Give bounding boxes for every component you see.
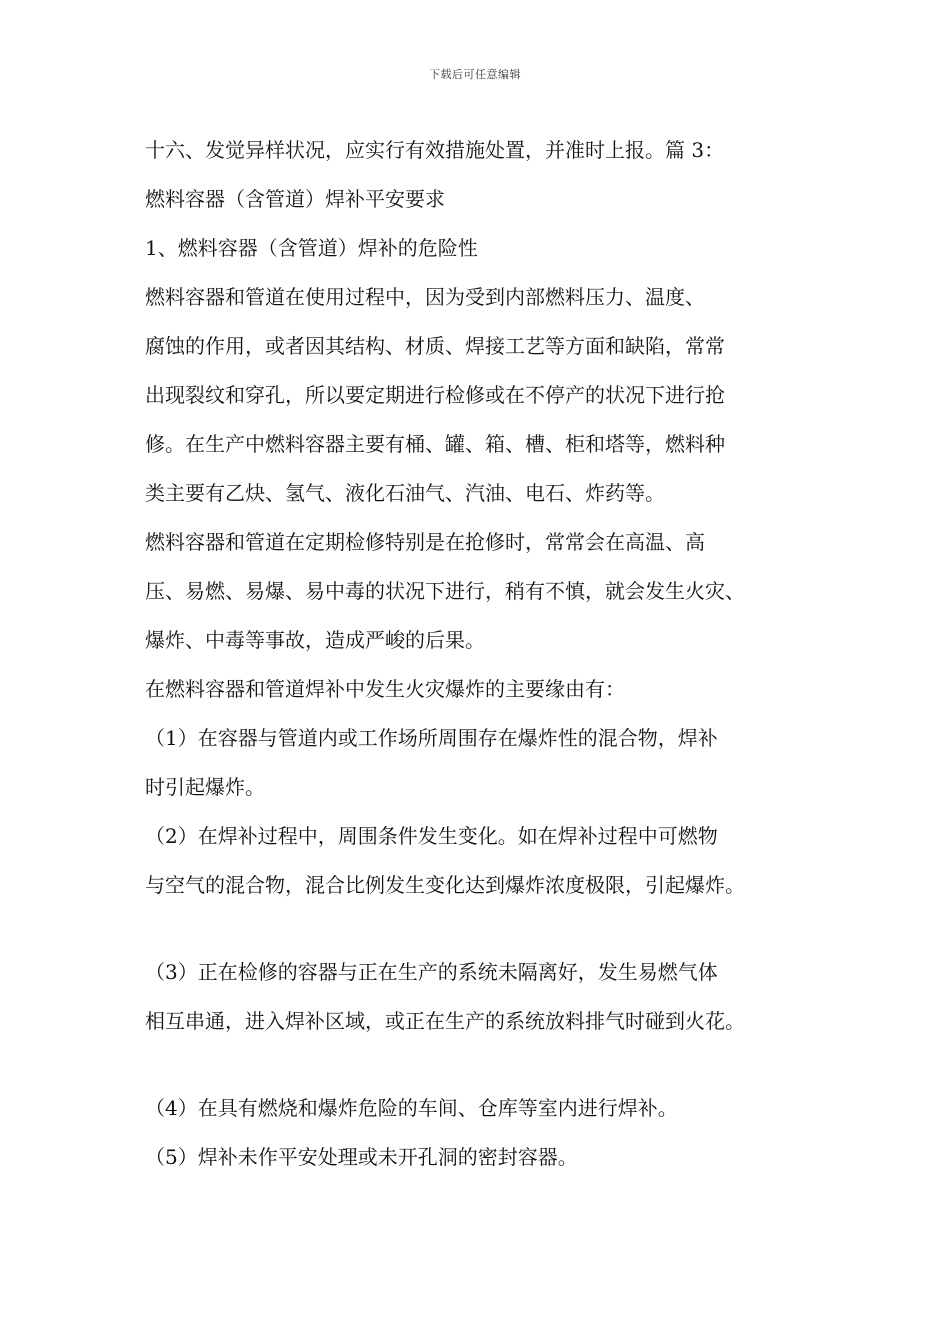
- page-header: 下载后可任意编辑: [429, 68, 521, 81]
- list-item-line: （3）正在检修的容器与正在生产的系统未隔离好，发生易燃气体: [145, 960, 718, 984]
- list-item-line: 时引起爆炸。: [145, 775, 265, 799]
- list-item-line: （5）焊补未作平安处理或未开孔洞的密封容器。: [145, 1145, 578, 1169]
- document-body: [145, 134, 825, 1190]
- section-heading: 1、燃料容器（含管道）焊补的危险性: [145, 236, 478, 260]
- paragraph-line: 燃料容器和管道在定期检修特别是在抢修时，常常会在高温、高: [145, 530, 705, 554]
- list-item-line: （1）在容器与管道内或工作场所周围存在爆炸性的混合物，焊补: [145, 726, 718, 750]
- list-item-line: 相互串通，进入焊补区域，或正在生产的系统放料排气时碰到火花。: [145, 1009, 745, 1033]
- paragraph-line: 压、易燃、易爆、易中毒的状况下进行，稍有不慎，就会发生火灾、: [145, 579, 745, 603]
- paragraph-line: 燃料容器（含管道）焊补平安要求: [145, 187, 445, 211]
- paragraph-line: 类主要有乙炔、氢气、液化石油气、汽油、电石、炸药等。: [145, 481, 665, 505]
- paragraph-line: 修。在生产中燃料容器主要有桶、罐、箱、槽、柜和塔等，燃料种: [145, 432, 725, 456]
- paragraph-spacer: [145, 918, 825, 956]
- paragraph-line: 爆炸、中毒等事故，造成严峻的后果。: [145, 628, 485, 652]
- paragraph-line: 在燃料容器和管道焊补中发生火灾爆炸的主要缘由有：: [145, 677, 625, 701]
- paragraph-line: 出现裂纹和穿孔，所以要定期进行检修或在不停产的状况下进行抢: [145, 383, 725, 407]
- paragraph-line: 燃料容器和管道在使用过程中，因为受到内部燃料压力、温度、: [145, 285, 705, 309]
- list-item-line: 与空气的混合物，混合比例发生变化达到爆炸浓度极限，引起爆炸。: [145, 873, 745, 897]
- list-item-line: （4）在具有燃烧和爆炸危险的车间、仓库等室内进行焊补。: [145, 1096, 678, 1120]
- paragraph-line: 十六、发觉异样状况，应实行有效措施处置，并准时上报。篇 3：: [145, 138, 725, 162]
- paragraph-line: 腐蚀的作用，或者因其结构、材质、焊接工艺等方面和缺陷，常常: [145, 334, 725, 358]
- list-item-line: （2）在焊补过程中，周围条件发生变化。如在焊补过程中可燃物: [145, 824, 718, 848]
- paragraph-spacer: [145, 1054, 825, 1092]
